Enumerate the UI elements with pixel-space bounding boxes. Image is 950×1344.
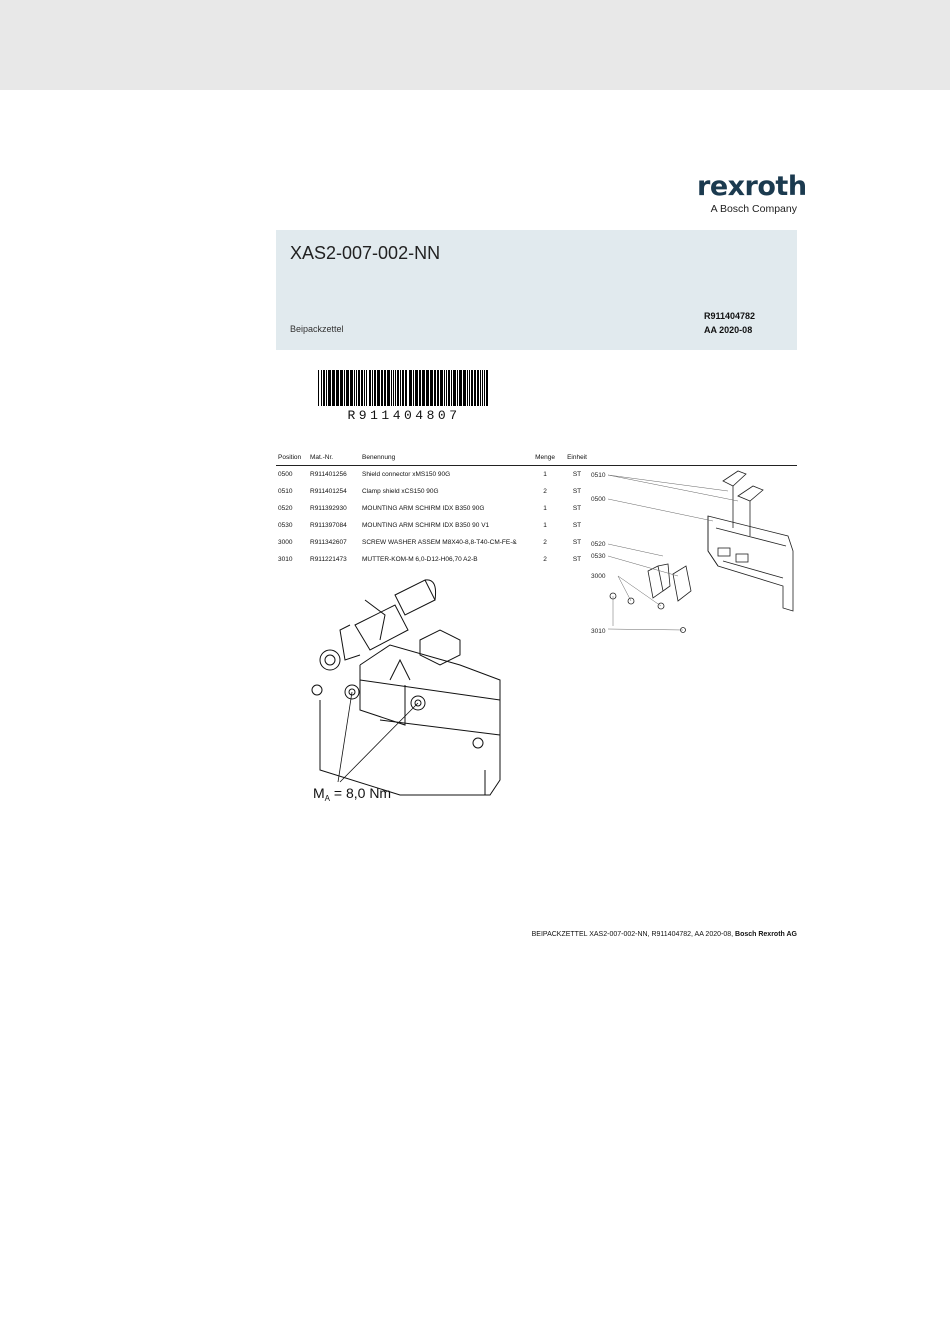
label-3000: 3000 xyxy=(591,573,606,580)
barcode-bar xyxy=(346,370,349,406)
label-3010: 3010 xyxy=(591,628,606,635)
document-header xyxy=(276,230,797,350)
barcode-bar xyxy=(332,370,335,406)
barcode-bar xyxy=(336,370,339,406)
barcode-bar xyxy=(369,370,371,406)
cell-qty: 1 xyxy=(543,522,547,529)
barcode-bar xyxy=(413,370,414,406)
barcode-bar xyxy=(358,370,360,406)
svg-text:MA = 8,0 Nm xyxy=(313,785,391,803)
cell-unit: ST xyxy=(572,556,582,563)
cell-unit: ST xyxy=(572,522,582,529)
barcode-bar xyxy=(409,370,412,406)
parts-table-header xyxy=(276,450,592,466)
barcode-bar xyxy=(477,370,479,406)
barcode-bar xyxy=(471,370,473,406)
cell-name: Shield connector xMS150 90G xyxy=(362,471,451,478)
cell-mat-nr: R911342607 xyxy=(310,539,347,546)
barcode-bar xyxy=(356,370,357,406)
barcode-bar xyxy=(444,370,445,406)
table-row xyxy=(276,500,592,517)
barcode-bar xyxy=(364,370,365,406)
table-row xyxy=(276,534,592,551)
barcode-bar xyxy=(457,370,458,406)
document-version: AA 2020-08 xyxy=(704,325,753,335)
document-type: Beipackzettel xyxy=(290,324,344,334)
col-unit: Einheit xyxy=(562,450,592,466)
document-title: XAS2-007-002-NN xyxy=(290,243,441,263)
barcode-bar xyxy=(400,370,401,406)
barcode-bar xyxy=(361,370,363,406)
barcode-bar xyxy=(480,370,481,406)
barcode-bar xyxy=(486,370,488,406)
cell-mat-nr: R911397084 xyxy=(310,522,347,529)
col-qty: Menge xyxy=(528,450,562,466)
cell-unit: ST xyxy=(572,505,582,512)
barcode-bar xyxy=(381,370,383,406)
cell-position: 3010 xyxy=(278,556,293,563)
barcode-bar xyxy=(484,370,485,406)
table-row xyxy=(276,466,592,484)
cell-qty: 1 xyxy=(543,505,547,512)
barcode-bar xyxy=(393,370,394,406)
barcode-bar xyxy=(482,370,483,406)
material-number: R911404782 xyxy=(704,311,756,321)
barcode-bar xyxy=(344,370,345,406)
rexroth-logo xyxy=(697,171,807,215)
barcode-bar xyxy=(395,370,396,406)
cell-unit: ST xyxy=(572,488,582,495)
barcode-bar xyxy=(422,370,425,406)
exploded-view-drawing xyxy=(588,466,803,641)
torque-symbol: M xyxy=(313,785,325,801)
barcode-bar xyxy=(453,370,456,406)
barcode-bar xyxy=(405,370,407,406)
label-0530: 0530 xyxy=(591,553,606,560)
barcode-bar xyxy=(402,370,404,406)
barcode-bar xyxy=(374,370,376,406)
cell-position: 0510 xyxy=(278,488,293,495)
barcode-bar xyxy=(474,370,476,406)
parts-table xyxy=(276,450,592,568)
barcode-bar xyxy=(440,370,443,406)
page-footer xyxy=(532,931,797,938)
barcode-bar xyxy=(426,370,429,406)
label-0510: 0510 xyxy=(591,472,606,479)
cell-position: 3000 xyxy=(278,539,293,546)
cell-name: MOUNTING ARM SCHIRM IDX B350 90 V1 xyxy=(362,522,490,529)
cell-qty: 1 xyxy=(543,471,547,478)
logo-brand: rexroth xyxy=(697,171,807,202)
cell-qty: 2 xyxy=(543,539,547,546)
barcode-bar xyxy=(372,370,373,406)
cell-mat-nr: R911401254 xyxy=(310,488,347,495)
torque-value: = 8,0 Nm xyxy=(330,785,392,801)
cell-unit: ST xyxy=(572,539,582,546)
cell-mat-nr: R911401256 xyxy=(310,471,347,478)
cell-name: MUTTER-KOM-M 6,0-D12-H06,70 A2-B xyxy=(362,556,478,563)
barcode-bar xyxy=(326,370,327,406)
cell-position: 0530 xyxy=(278,522,293,529)
cell-qty: 2 xyxy=(543,488,547,495)
barcode-bar xyxy=(318,370,319,406)
barcode xyxy=(318,370,490,406)
barcode-bar xyxy=(451,370,452,406)
top-gray-band xyxy=(0,0,950,90)
footer-company: Bosch Rexroth AG xyxy=(735,931,797,938)
barcode-bar xyxy=(437,370,439,406)
barcode-bar xyxy=(321,370,322,406)
barcode-bar xyxy=(340,370,343,406)
assembly-drawing xyxy=(300,570,540,810)
label-0500: 0500 xyxy=(591,496,606,503)
cell-mat-nr: R911221473 xyxy=(310,556,347,563)
cell-qty: 2 xyxy=(543,556,547,563)
barcode-bar xyxy=(459,370,462,406)
barcode-bar xyxy=(469,370,470,406)
barcode-bar xyxy=(323,370,325,406)
footer-text: BEIPACKZETTEL XAS2-007-002-NN, R911404782, AA 2020-08, xyxy=(531,931,736,938)
barcode-text: R911404807 xyxy=(347,408,461,423)
barcode-bar xyxy=(377,370,380,406)
cell-name: SCREW WASHER ASSEM M8X40-8,8-T40-CM-FE-& xyxy=(362,539,517,546)
torque-subscript: A xyxy=(324,794,331,803)
barcode-bar xyxy=(366,370,367,406)
barcode-bar xyxy=(328,370,331,406)
cell-unit: ST xyxy=(572,471,582,478)
table-row xyxy=(276,483,592,500)
table-row xyxy=(276,551,592,568)
barcode-bar xyxy=(419,370,421,406)
cell-name: MOUNTING ARM SCHIRM IDX B350 90G xyxy=(362,505,485,512)
col-mat-nr: Mat.-Nr. xyxy=(310,450,362,466)
cell-mat-nr: R911392930 xyxy=(310,505,347,512)
barcode-bar xyxy=(387,370,390,406)
label-0520: 0520 xyxy=(591,541,606,548)
cell-position: 0520 xyxy=(278,505,293,512)
barcode-bar xyxy=(467,370,468,406)
logo-subline: A Bosch Company xyxy=(710,203,797,215)
barcode-bar xyxy=(446,370,447,406)
barcode-bar xyxy=(350,370,353,406)
barcode-bar xyxy=(415,370,418,406)
barcode-bar xyxy=(354,370,355,406)
barcode-bar xyxy=(384,370,386,406)
barcode-bar xyxy=(391,370,392,406)
barcode-bar xyxy=(463,370,466,406)
col-name: Benennung xyxy=(362,450,528,466)
barcode-bar xyxy=(430,370,433,406)
barcode-bar xyxy=(434,370,436,406)
cell-name: Clamp shield xCS150 90G xyxy=(362,488,439,495)
cell-position: 0500 xyxy=(278,471,293,478)
barcode-bar xyxy=(397,370,399,406)
table-row xyxy=(276,517,592,534)
col-position: Position xyxy=(276,450,310,466)
barcode-bar xyxy=(448,370,450,406)
